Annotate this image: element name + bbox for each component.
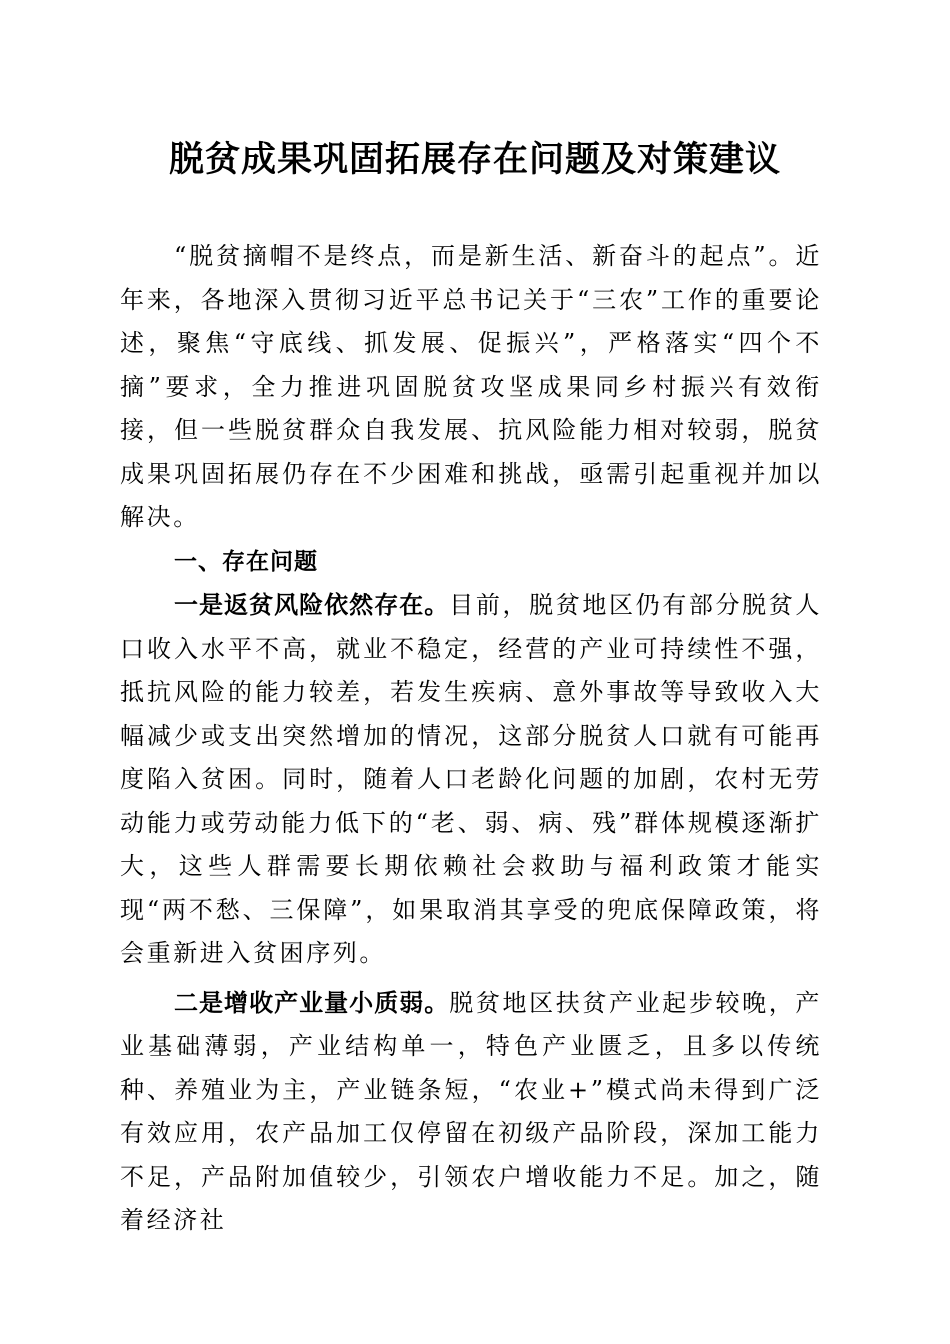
section-heading	[120, 540, 822, 585]
problem-2-body: 脱贫地区扶贫产业起步较晚，产业基础薄弱，产业结构单一，特色产业匮乏，且多以传统种、养殖业为主，产业链条短，“农业+”模式尚未得到广泛有效应用，农产品加工仅停留在初级产品阶段，深加工能力不足，产品附加值较少，引领农户增收能力不足。加之，随着经济社	[120, 988, 823, 1234]
problem-1-body: 目前，脱贫地区仍有部分脱贫人口收入水平不高，就业不稳定，经营的产业可持续性不强，抵抗风险的能力较差，若发生疾病、意外事故等导致收入大幅减少或支出突然增加的情况，这部分脱贫人口就有可能再度陷入贫困。同时，随着人口老龄化问题的加剧，农村无劳动能力或劳动能力低下的“老、弱、病、残”群体规模逐渐扩大，这些人群需要长期依赖社会救助与福利政策才能实现“两不愁、三保障”，如果取消其享受的兜底保障政策，将会重新进入贫困序列。	[120, 591, 823, 967]
document-title: 脱贫成果巩固拓展存在问题及对策建议	[168, 139, 781, 180]
problem-paragraph-2	[120, 982, 822, 1243]
intro-paragraph: “脱贫摘帽不是终点，而是新生活、新奋斗的起点”。近年来，各地深入贯彻习近平总书记关于“三农”工作的重要论述，聚焦“守底线、抓发展、促振兴”，严格落实“四个不摘”要求，全力推进巩固脱贫攻坚成果同乡村振兴有效衔接，但一些脱贫群众自我发展、抗风险能力相对较弱，脱贫成果巩固拓展仍存在不少困难和挑战，亟需引起重视并加以解决。	[120, 242, 822, 531]
problem-paragraph-1	[120, 584, 822, 976]
problem-1-lead: 一是返贫风险依然存在。	[174, 591, 450, 619]
document-body	[120, 235, 822, 1243]
problem-2-lead: 二是增收产业量小质弱。	[174, 988, 450, 1017]
section-heading-text: 一、存在问题	[174, 548, 318, 575]
